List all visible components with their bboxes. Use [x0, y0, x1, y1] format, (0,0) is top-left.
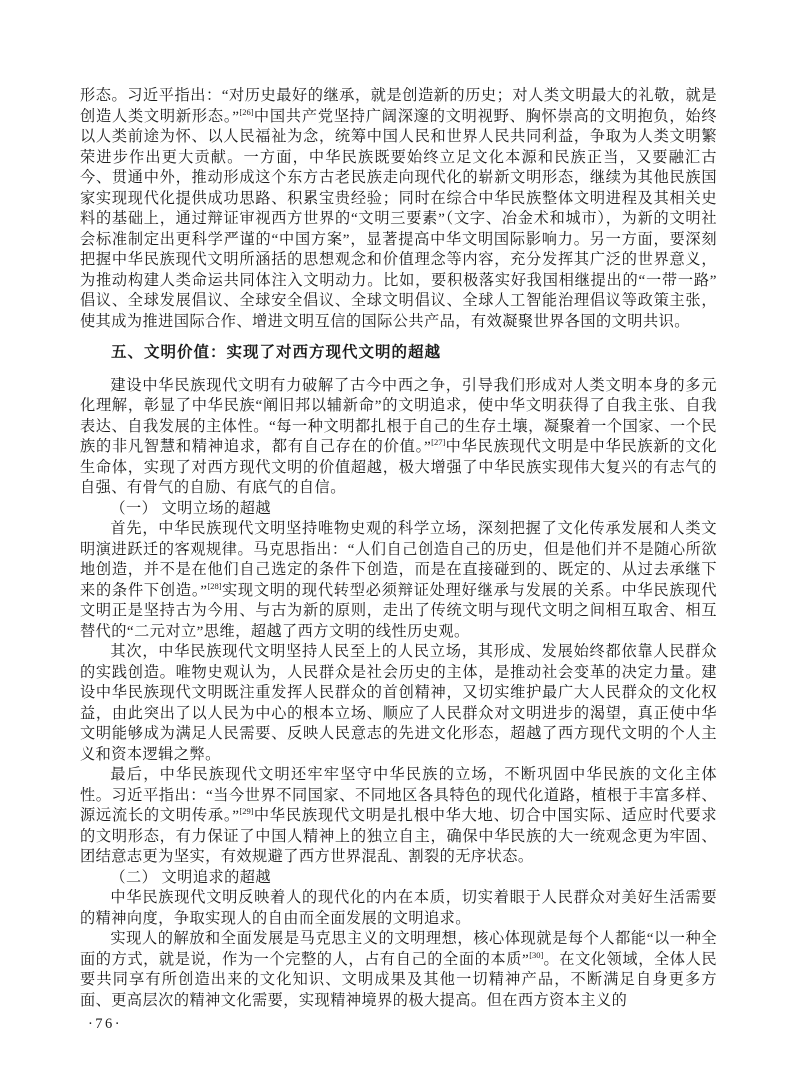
document-body [80, 86, 717, 1011]
citation-ref: [29] [239, 806, 254, 816]
subsection-heading: （一） 文明立场的超越 [110, 499, 272, 517]
paragraph: 建设中华民族现代文明有力破解了古今中西之争，引导我们形成对人类文明本身的多元化理解，彰显了中华民族“阐旧邦以辅新命”的文明追求，使中华文明获得了自我主张、自我表达、自我发展的主体性。“每一种文明都扎根于自己的生存土壤，凝聚着一个国家、一个民族的非凡智慧和精神追求，都有自己存在的价值。”[27]中华民族现代文明是中华民族新的文化生命体，实现了对西方现代文明的价值超越，极大增强了中华民族实现伟大复兴的有志气的自强、有骨气的自励、有底气的自信。 [80, 376, 717, 496]
subsection-heading: （二） 文明追求的超越 [110, 868, 272, 886]
citation-ref: [28] [207, 580, 222, 591]
section-heading: 五、文明价值：实现了对西方现代文明的超越 [111, 344, 442, 361]
page-number: ·76· [87, 1016, 123, 1032]
paragraph: 最后，中华民族现代文明还牢牢坚守中华民族的立场，不断巩固中华民族的文化主体性。习近平指出：“当今世界不同国家、不同地区各具特色的现代化道路，植根于丰富多样、源远流长的文明传承。”[29]中华民族现代文明是扎根中华大地、切合中国实际、适应时代要求的文明形态，有力保证了中国人精神上的独立自主，确保中华民族的大一统观念更为牢固、团结意志更为坚实，有效规避了西方世界混乱、割裂的无序状态。 [80, 766, 717, 865]
paragraph: 实现人的解放和全面发展是马克思主义的文明理想，核心体现就是每个人都能“以一种全面的方式，就是说，作为一个完整的人，占有自己的全面的本质”[30]。在文化领域，全体人民要共同享有所创造出来的文化知识、文明成果及其他一切精神产品，不断满足自身更多方面、更高层次的精神文化需要，实现精神境界的极大提高。但在西方资本主义的 [80, 930, 717, 1009]
document-content [80, 86, 717, 1035]
paragraph: 首先，中华民族现代文明坚持唯物史观的科学立场，深刻把握了文化传承发展和人类文明演进跃迁的客观规律。马克思指出：“人们自己创造自己的历史，但是他们并不是随心所欲地创造，并不是在他们自己选定的条件下创造，而是在直接碰到的、既定的、从过去承继下来的条件下创造。”[28]实现文明的现代转型必须辩证处理好继承与发展的关系。中华民族现代文明正是坚持古为今用、与古为新的原则，走出了传统文明与现代文明之间相互取舍、相互替代的“二元对立”思维，超越了西方文明的线性历史观。 [80, 520, 717, 640]
citation-ref: [27] [431, 437, 446, 447]
paragraph: 其次，中华民族现代文明坚持人民至上的人民立场，其形成、发展始终都依靠人民群众的实践创造。唯物史观认为，人民群众是社会历史的主体，是推动社会变革的决定力量。建设中华民族现代文明既注重发挥人民群众的首创精神，又切实维护最广大人民群众的文化权益，由此突出了以人民为中心的根本立场、顺应了人民群众对文明进步的渴望，真正使中华文明能够成为满足人民需要、反映人民意志的先进文化形态，超越了西方现代文明的个人主义和资本逻辑之弊。 [80, 643, 717, 763]
paragraph: 中华民族现代文明反映着人的现代化的内在本质，切实着眼于人民群众对美好生活需要的精神向度，争取实现人的自由而全面发展的文明追求。 [80, 889, 717, 927]
citation-ref: [30] [529, 949, 544, 960]
citation-ref: [26] [239, 106, 254, 117]
paragraph: 形态。习近平指出：“对历史最好的继承，就是创造新的历史；对人类文明最大的礼敬，就是创造人类文明新形态。”[26]中国共产党坚持广阔深邃的文明视野、胸怀崇高的文明抱负，始终以人类前途为怀、以人民福祉为念，统筹中国人民和世界人民共同利益，争取为人类文明繁荣进步作出更大贡献。一方面，中华民族既要始终立足文化本源和民族正当，又要融汇古今、贯通中外，推动形成这个东方古老民族走向现代化的崭新文明形态，继续为其他民族国家实现现代化提供成功思路、积累宝贵经验；同时在综合中华民族整体文明进程及其相关史料的基础上，通过辩证审视西方世界的“文明三要素”（文字、冶金术和城市），为新的文明社会标准制定出更科学严谨的“中国方案”，显著提高中华文明国际影响力。另一方面，要深刻把握中华民族现代文明所涵括的思想观念和价值理念等内容，充分发挥其广泛的世界意义，为推动构建人类命运共同体注入文明动力。比如，要积极落实好我国相继提出的“一带一路”倡议、全球发展倡议、全球安全倡议、全球文明倡议、全球人工智能治理倡议等政策主张，使其成为推进国际合作、增进文明互信的国际公共产品，有效凝聚世界各国的文明共识。 [80, 87, 717, 330]
